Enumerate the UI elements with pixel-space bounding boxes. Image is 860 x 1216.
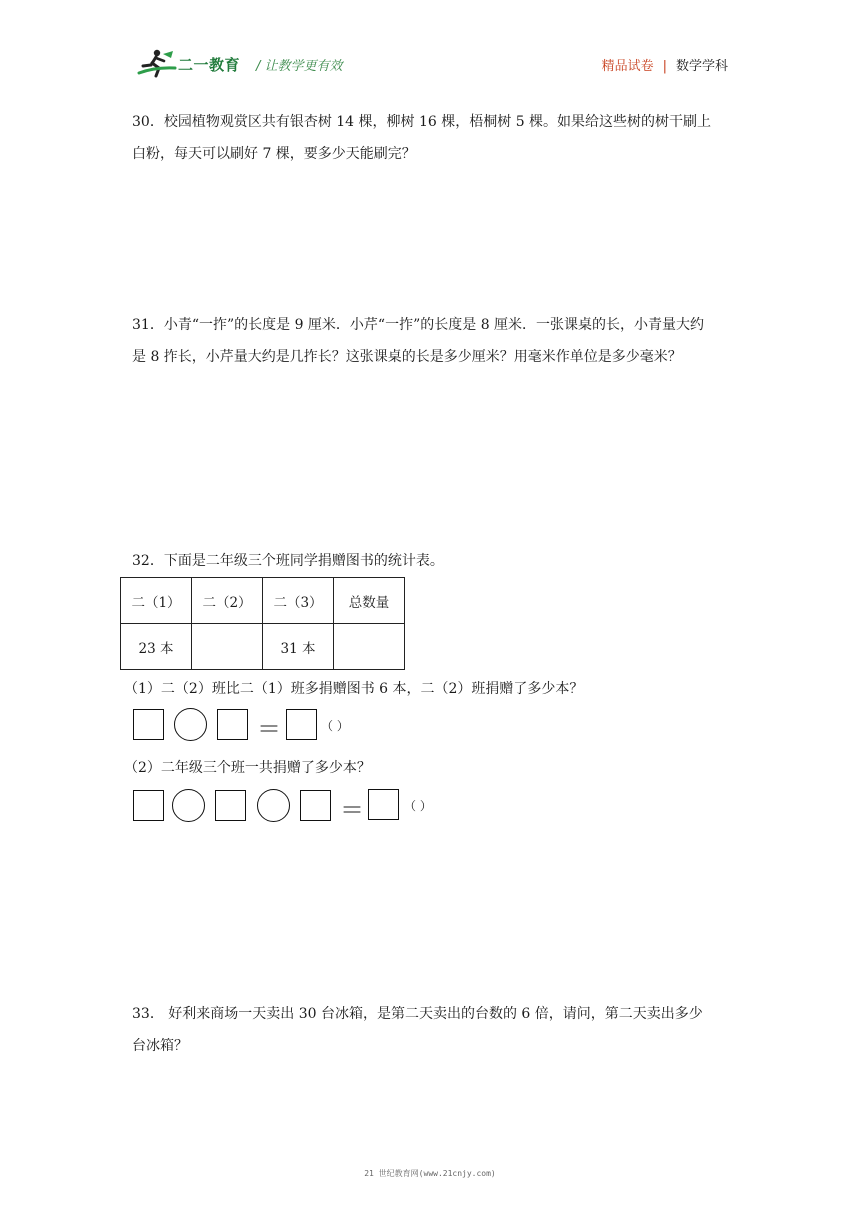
header-divider: | xyxy=(662,59,667,74)
table-header-row xyxy=(121,578,405,624)
runner-logo-icon xyxy=(137,48,177,78)
answer-box[interactable] xyxy=(286,709,317,740)
table-header-cell: 二（2） xyxy=(192,578,263,624)
table-row xyxy=(121,624,405,670)
table-cell: 31 本 xyxy=(263,624,334,670)
question-30-line-1: 30．校园植物观赏区共有银杏树 14 棵，柳树 16 棵，梧桐树 5 棵。如果给这些树的树干刷上 xyxy=(132,114,712,130)
header-subject-label: 数学学科 xyxy=(675,59,728,74)
answer-box[interactable] xyxy=(215,790,246,821)
header-premium-label: 精品试卷 xyxy=(601,59,654,74)
operator-circle[interactable] xyxy=(174,708,207,741)
page-footer: 21 世纪教育网(www.21cnjy.com) xyxy=(364,1169,496,1178)
answer-box[interactable] xyxy=(300,790,331,821)
question-30 xyxy=(132,106,732,170)
table-header-cell: 二（3） xyxy=(263,578,334,624)
unit-blank[interactable]: （ ） xyxy=(321,719,349,733)
table-header-cell: 二（1） xyxy=(121,578,192,624)
table-header-cell: 总数量 xyxy=(334,578,405,624)
table-cell xyxy=(192,624,263,670)
question-31 xyxy=(132,309,732,373)
question-33-line-1: 33． 好利来商场一天卖出 30 台冰箱，是第二天卖出的台数的 6 倍，请问，第二天卖出多少 xyxy=(132,1006,703,1022)
question-31-line-2: 是 8 拃长，小芹量大约是几拃长？这张课桌的长是多少厘米？用毫米作单位是多少毫米？ xyxy=(132,349,682,365)
question-32-part-1: （1）二（2）班比二（1）班多捐赠图书 6 本，二（2）班捐赠了多少本？ xyxy=(124,681,584,697)
question-33-line-2: 台冰箱？ xyxy=(132,1038,188,1054)
equals-sign: ＝ xyxy=(340,796,364,824)
answer-box[interactable] xyxy=(133,709,164,740)
equals-sign: ＝ xyxy=(257,715,281,743)
donation-table xyxy=(120,577,405,670)
brand-name: 二一教育 xyxy=(178,56,241,74)
table-cell xyxy=(334,624,405,670)
operator-circle[interactable] xyxy=(257,789,290,822)
question-32-intro: 32．下面是二年级三个班同学捐赠图书的统计表。 xyxy=(132,553,444,569)
operator-circle[interactable] xyxy=(172,789,205,822)
question-33 xyxy=(132,998,732,1062)
header-subject xyxy=(602,55,728,74)
question-30-line-2: 白粉，每天可以刷好 7 棵，要多少天能刷完？ xyxy=(132,146,416,162)
table-cell: 23 本 xyxy=(121,624,192,670)
answer-box[interactable] xyxy=(217,709,248,740)
answer-box[interactable] xyxy=(368,789,399,820)
question-31-line-1: 31．小青“一拃”的长度是 9 厘米．小芹“一拃”的长度是 8 厘米．一张课桌的长，小青量大约 xyxy=(132,317,705,333)
slogan: / 让教学更有效 xyxy=(256,59,343,74)
answer-box[interactable] xyxy=(133,790,164,821)
question-32-part-2: （2）二年级三个班一共捐赠了多少本？ xyxy=(124,760,371,776)
unit-blank[interactable]: （ ） xyxy=(404,799,432,813)
